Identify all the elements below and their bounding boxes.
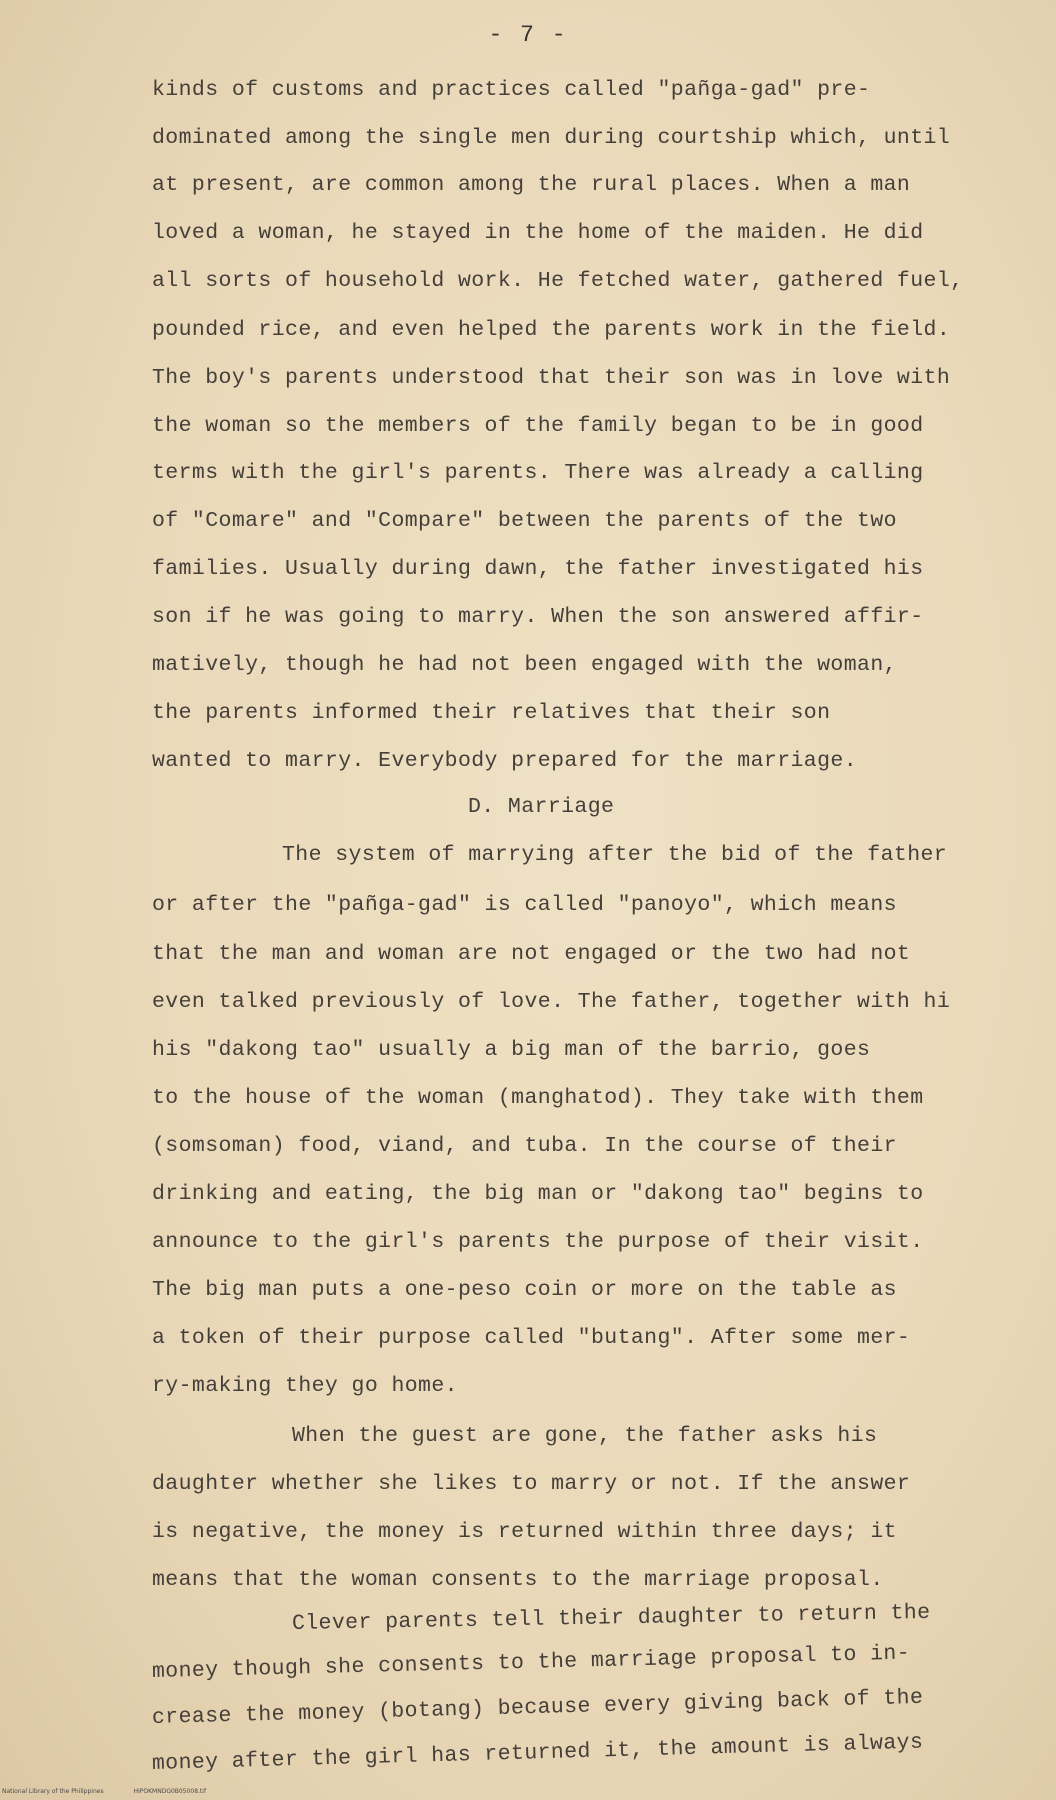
text-line: all sorts of household work. He fetched water, gathered fuel, (152, 269, 964, 293)
text-line: son if he was going to marry. When the son answered affir- (152, 605, 924, 629)
text-line: The big man puts a one-peso coin or more on the table as (152, 1278, 897, 1302)
text-line: matively, though he had not been engaged with the woman, (152, 653, 897, 677)
text-line: a token of their purpose called "butang". After some mer- (152, 1326, 911, 1350)
library-credit: National Library of the Philippines (2, 1788, 104, 1795)
text-line: kinds of customs and practices called "pañga-gad" pre- (152, 78, 871, 102)
text-line: dominated among the single men during courtship which, until (152, 126, 951, 150)
text-line: Clever parents tell their daughter to return the (291, 1600, 931, 1636)
text-line: loved a woman, he stayed in the home of the maiden. He did (152, 221, 924, 245)
text-line: or after the "pañga-gad" is called "panoyo", which means (152, 893, 897, 917)
text-line: The system of marrying after the bid of the father (282, 843, 948, 867)
text-line: crease the money (botang) because every giving back of the (151, 1685, 924, 1730)
text-line: wanted to marry. Everybody prepared for the marriage. (152, 749, 858, 773)
text-line: is negative, the money is returned within three days; it (152, 1520, 897, 1544)
text-line: that the man and woman are not engaged or the two had not (152, 942, 911, 966)
text-line: When the guest are gone, the father asks his (292, 1424, 878, 1448)
text-line: of "Comare" and "Compare" between the parents of the two (152, 509, 897, 533)
scan-footer (2, 1788, 234, 1795)
text-line: terms with the girl's parents. There was already a calling (152, 461, 924, 485)
text-line: ry-making they go home. (152, 1374, 458, 1398)
text-line: drinking and eating, the big man or "dakong tao" begins to (152, 1182, 924, 1206)
text-line: announce to the girl's parents the purpose of their visit. (152, 1230, 924, 1254)
text-line: daughter whether she likes to marry or not. If the answer (152, 1472, 911, 1496)
text-line: even talked previously of love. The father, together with hi (152, 990, 951, 1014)
text-line: money after the girl has returned it, the amount is always (151, 1730, 924, 1776)
text-line: means that the woman consents to the marriage proposal. (152, 1568, 884, 1592)
text-line: the woman so the members of the family began to be in good (152, 414, 924, 438)
text-line: the parents informed their relatives that their son (152, 701, 831, 725)
text-line: pounded rice, and even helped the parents work in the field. (152, 318, 951, 342)
text-line: to the house of the woman (manghatod). They take with them (152, 1086, 924, 1110)
text-line: (somsoman) food, viand, and tuba. In the course of their (152, 1134, 897, 1158)
text-line: his "dakong tao" usually a big man of the barrio, goes (152, 1038, 871, 1062)
text-line: money though she consents to the marriage proposal to in- (151, 1641, 911, 1684)
text-line: at present, are common among the rural places. When a man (152, 173, 911, 197)
text-line: families. Usually during dawn, the father investigated his (152, 557, 924, 581)
text-line: The boy's parents understood that their son was in love with (152, 366, 951, 390)
file-id: HIPOKMNDG0B05008.tif (133, 1788, 207, 1795)
section-heading: D. Marriage (468, 795, 615, 819)
page-number: - 7 - (488, 22, 568, 48)
